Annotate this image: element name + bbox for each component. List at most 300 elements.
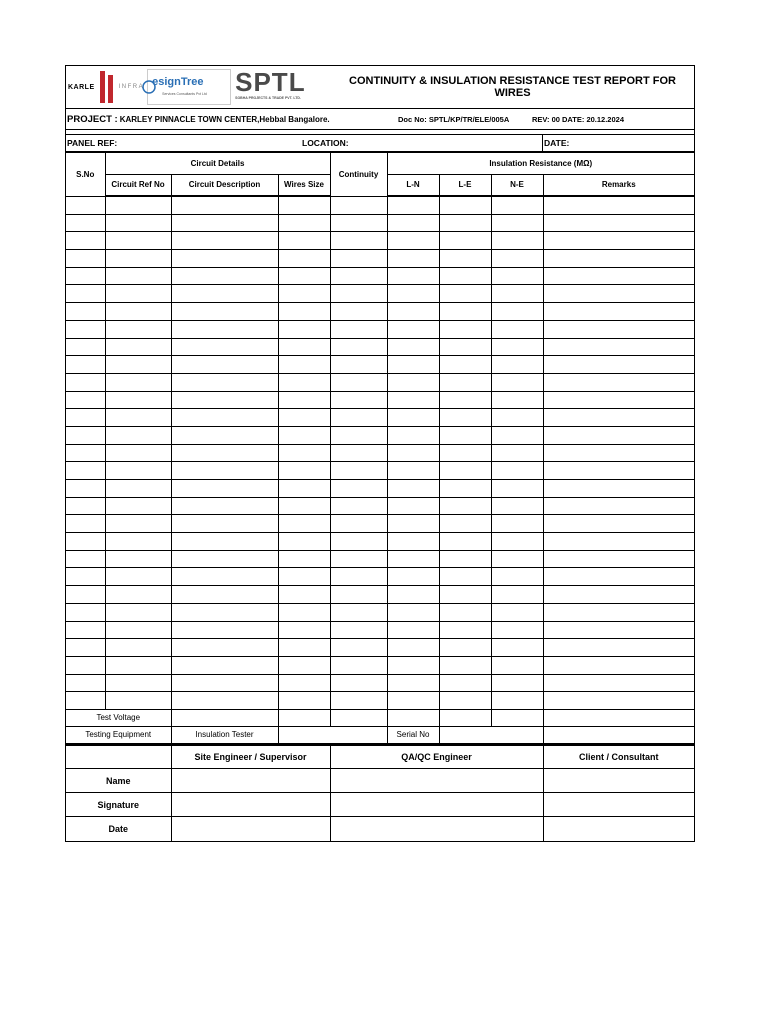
table-cell[interactable] xyxy=(66,480,105,498)
table-cell[interactable] xyxy=(387,373,439,391)
table-cell[interactable] xyxy=(387,656,439,674)
test-table xyxy=(66,153,694,744)
table-cell[interactable] xyxy=(543,674,694,692)
table-cell[interactable] xyxy=(543,285,694,303)
table-cell[interactable] xyxy=(439,285,491,303)
table-cell[interactable] xyxy=(491,621,543,639)
table-cell[interactable] xyxy=(439,462,491,480)
table-cell[interactable] xyxy=(330,550,387,568)
table-cell[interactable] xyxy=(491,444,543,462)
table-cell[interactable] xyxy=(171,426,278,444)
revision-date: REV: 00 DATE: 20.12.2024 xyxy=(532,114,624,124)
table-cell[interactable] xyxy=(439,196,491,214)
table-cell[interactable] xyxy=(66,621,105,639)
table-cell[interactable] xyxy=(171,232,278,250)
table-cell[interactable] xyxy=(439,568,491,586)
table-cell[interactable] xyxy=(171,533,278,551)
table-cell[interactable] xyxy=(387,692,439,710)
table-cell[interactable] xyxy=(66,356,105,374)
site-engineer-name-cell[interactable] xyxy=(171,769,330,793)
table-cell[interactable] xyxy=(491,426,543,444)
table-cell[interactable] xyxy=(439,426,491,444)
table-cell[interactable] xyxy=(543,533,694,551)
table-cell[interactable] xyxy=(66,586,105,604)
table-cell[interactable] xyxy=(439,586,491,604)
table-cell[interactable] xyxy=(387,586,439,604)
table-cell[interactable] xyxy=(387,391,439,409)
table-cell[interactable] xyxy=(278,196,330,214)
site-engineer-signature-cell[interactable] xyxy=(171,793,330,817)
table-cell[interactable] xyxy=(278,426,330,444)
table-cell[interactable] xyxy=(278,250,330,268)
table-cell[interactable] xyxy=(387,497,439,515)
table-cell[interactable] xyxy=(278,692,330,710)
table-cell[interactable] xyxy=(66,373,105,391)
table-cell[interactable] xyxy=(171,603,278,621)
table-cell[interactable] xyxy=(387,462,439,480)
table-cell[interactable] xyxy=(491,391,543,409)
test-voltage-cell[interactable] xyxy=(439,709,491,726)
table-cell[interactable] xyxy=(491,214,543,232)
table-cell[interactable] xyxy=(543,214,694,232)
table-cell[interactable] xyxy=(105,250,171,268)
table-cell[interactable] xyxy=(543,656,694,674)
table-cell[interactable] xyxy=(330,409,387,427)
table-cell[interactable] xyxy=(330,426,387,444)
table-cell[interactable] xyxy=(105,338,171,356)
table-cell[interactable] xyxy=(387,603,439,621)
table-cell[interactable] xyxy=(491,586,543,604)
table-cell[interactable] xyxy=(543,480,694,498)
test-voltage-label: Test Voltage xyxy=(66,709,171,726)
client-signature-cell[interactable] xyxy=(543,793,694,817)
table-cell[interactable] xyxy=(105,356,171,374)
table-cell[interactable] xyxy=(439,250,491,268)
table-cell[interactable] xyxy=(105,639,171,657)
client-name-cell[interactable] xyxy=(543,769,694,793)
table-cell[interactable] xyxy=(66,603,105,621)
table-cell[interactable] xyxy=(171,621,278,639)
table-cell[interactable] xyxy=(105,462,171,480)
table-cell[interactable] xyxy=(491,338,543,356)
panel-ref-label: PANEL REF: xyxy=(67,138,118,148)
table-cell[interactable] xyxy=(330,267,387,285)
table-cell[interactable] xyxy=(439,214,491,232)
table-cell[interactable] xyxy=(543,692,694,710)
table-cell[interactable] xyxy=(278,568,330,586)
table-cell[interactable] xyxy=(543,550,694,568)
table-cell[interactable] xyxy=(439,603,491,621)
table-cell[interactable] xyxy=(66,674,105,692)
table-cell[interactable] xyxy=(105,621,171,639)
table-cell[interactable] xyxy=(66,444,105,462)
table-row xyxy=(66,267,694,285)
table-cell[interactable] xyxy=(278,621,330,639)
table-cell[interactable] xyxy=(330,214,387,232)
table-cell[interactable] xyxy=(543,639,694,657)
table-cell[interactable] xyxy=(491,285,543,303)
table-cell[interactable] xyxy=(387,550,439,568)
table-cell[interactable] xyxy=(105,497,171,515)
table-cell[interactable] xyxy=(543,497,694,515)
table-cell[interactable] xyxy=(330,196,387,214)
table-cell[interactable] xyxy=(330,285,387,303)
table-cell[interactable] xyxy=(171,391,278,409)
table-cell[interactable] xyxy=(543,586,694,604)
table-cell[interactable] xyxy=(491,373,543,391)
table-cell[interactable] xyxy=(330,603,387,621)
table-cell[interactable] xyxy=(543,196,694,214)
table-cell[interactable] xyxy=(439,656,491,674)
table-cell[interactable] xyxy=(330,320,387,338)
table-cell[interactable] xyxy=(387,214,439,232)
table-cell[interactable] xyxy=(491,639,543,657)
table-cell[interactable] xyxy=(543,303,694,321)
table-cell[interactable] xyxy=(66,303,105,321)
table-cell[interactable] xyxy=(278,356,330,374)
table-cell[interactable] xyxy=(66,426,105,444)
table-cell[interactable] xyxy=(439,621,491,639)
table-cell[interactable] xyxy=(105,426,171,444)
table-cell[interactable] xyxy=(387,303,439,321)
table-cell[interactable] xyxy=(543,320,694,338)
table-cell[interactable] xyxy=(105,232,171,250)
table-cell[interactable] xyxy=(439,674,491,692)
table-row xyxy=(66,568,694,586)
test-voltage-cell[interactable] xyxy=(543,709,694,726)
table-cell[interactable] xyxy=(171,373,278,391)
table-cell[interactable] xyxy=(439,480,491,498)
qaqc-signature-cell[interactable] xyxy=(330,793,543,817)
table-cell[interactable] xyxy=(439,303,491,321)
table-cell[interactable] xyxy=(66,409,105,427)
table-cell[interactable] xyxy=(171,214,278,232)
table-cell[interactable] xyxy=(491,250,543,268)
header-circuit-details: Circuit Details xyxy=(105,153,330,174)
table-cell[interactable] xyxy=(543,391,694,409)
table-cell[interactable] xyxy=(491,232,543,250)
table-cell[interactable] xyxy=(439,320,491,338)
table-cell[interactable] xyxy=(387,480,439,498)
site-engineer-date-cell[interactable] xyxy=(171,817,330,841)
table-cell[interactable] xyxy=(439,356,491,374)
table-cell[interactable] xyxy=(66,639,105,657)
table-cell[interactable] xyxy=(330,232,387,250)
table-cell[interactable] xyxy=(491,656,543,674)
table-cell[interactable] xyxy=(330,621,387,639)
table-cell[interactable] xyxy=(439,550,491,568)
table-cell[interactable] xyxy=(387,320,439,338)
table-cell[interactable] xyxy=(66,320,105,338)
table-cell[interactable] xyxy=(543,356,694,374)
table-cell[interactable] xyxy=(387,674,439,692)
table-cell[interactable] xyxy=(66,692,105,710)
table-cell[interactable] xyxy=(278,338,330,356)
table-cell[interactable] xyxy=(105,196,171,214)
test-voltage-cell[interactable] xyxy=(171,709,278,726)
table-cell[interactable] xyxy=(387,409,439,427)
table-cell[interactable] xyxy=(439,639,491,657)
test-voltage-cell[interactable] xyxy=(491,709,543,726)
table-cell[interactable] xyxy=(66,285,105,303)
table-cell[interactable] xyxy=(439,497,491,515)
table-cell[interactable] xyxy=(66,232,105,250)
table-header-row-1 xyxy=(66,153,694,174)
table-cell[interactable] xyxy=(278,444,330,462)
table-cell[interactable] xyxy=(387,515,439,533)
table-cell[interactable] xyxy=(278,320,330,338)
table-cell[interactable] xyxy=(105,550,171,568)
table-cell[interactable] xyxy=(278,674,330,692)
table-cell[interactable] xyxy=(543,373,694,391)
table-row xyxy=(66,515,694,533)
table-cell[interactable] xyxy=(66,267,105,285)
table-cell[interactable] xyxy=(278,409,330,427)
table-cell[interactable] xyxy=(491,550,543,568)
table-cell[interactable] xyxy=(491,267,543,285)
table-cell[interactable] xyxy=(543,515,694,533)
table-cell[interactable] xyxy=(439,533,491,551)
report-title: CONTINUITY & INSULATION RESISTANCE TEST REPORT FOR WIRES xyxy=(349,75,676,99)
table-cell[interactable] xyxy=(171,692,278,710)
table-cell[interactable] xyxy=(105,214,171,232)
testing-equipment-row xyxy=(66,726,694,743)
qaqc-name-cell[interactable] xyxy=(330,769,543,793)
table-cell[interactable] xyxy=(171,303,278,321)
table-cell[interactable] xyxy=(171,497,278,515)
table-cell[interactable] xyxy=(387,250,439,268)
table-cell[interactable] xyxy=(439,338,491,356)
table-cell[interactable] xyxy=(105,603,171,621)
table-cell[interactable] xyxy=(387,196,439,214)
table-cell[interactable] xyxy=(330,480,387,498)
table-cell[interactable] xyxy=(387,639,439,657)
table-cell[interactable] xyxy=(278,639,330,657)
table-cell[interactable] xyxy=(105,391,171,409)
table-cell[interactable] xyxy=(171,444,278,462)
table-cell[interactable] xyxy=(278,462,330,480)
table-cell[interactable] xyxy=(278,373,330,391)
test-voltage-cell[interactable] xyxy=(278,709,330,726)
table-cell[interactable] xyxy=(66,250,105,268)
equipment-remarks-cell[interactable] xyxy=(543,726,694,743)
table-cell[interactable] xyxy=(278,303,330,321)
table-cell[interactable] xyxy=(171,639,278,657)
table-cell[interactable] xyxy=(171,674,278,692)
table-cell[interactable] xyxy=(66,338,105,356)
table-cell[interactable] xyxy=(105,267,171,285)
table-cell[interactable] xyxy=(171,338,278,356)
table-cell[interactable] xyxy=(491,196,543,214)
table-row xyxy=(66,692,694,710)
table-cell[interactable] xyxy=(105,692,171,710)
table-cell[interactable] xyxy=(171,586,278,604)
table-cell[interactable] xyxy=(105,444,171,462)
table-cell[interactable] xyxy=(439,444,491,462)
table-cell[interactable] xyxy=(543,250,694,268)
table-cell[interactable] xyxy=(105,674,171,692)
table-cell[interactable] xyxy=(66,550,105,568)
table-cell[interactable] xyxy=(491,303,543,321)
serial-no-value-cell[interactable] xyxy=(439,726,543,743)
table-cell[interactable] xyxy=(278,285,330,303)
table-cell[interactable] xyxy=(543,603,694,621)
table-cell[interactable] xyxy=(387,285,439,303)
table-cell[interactable] xyxy=(543,409,694,427)
table-cell[interactable] xyxy=(330,586,387,604)
table-cell[interactable] xyxy=(330,338,387,356)
table-cell[interactable] xyxy=(330,568,387,586)
table-cell[interactable] xyxy=(105,409,171,427)
table-cell[interactable] xyxy=(543,338,694,356)
qaqc-date-cell[interactable] xyxy=(330,817,543,841)
table-cell[interactable] xyxy=(278,391,330,409)
table-cell[interactable] xyxy=(66,391,105,409)
table-cell[interactable] xyxy=(278,656,330,674)
table-cell[interactable] xyxy=(171,656,278,674)
table-cell[interactable] xyxy=(66,656,105,674)
table-cell[interactable] xyxy=(387,338,439,356)
equipment-value-cell[interactable] xyxy=(278,726,387,743)
table-cell[interactable] xyxy=(330,462,387,480)
table-cell[interactable] xyxy=(171,462,278,480)
designtree-logo xyxy=(147,69,231,105)
table-cell[interactable] xyxy=(171,356,278,374)
table-cell[interactable] xyxy=(491,692,543,710)
table-cell[interactable] xyxy=(171,196,278,214)
designtree-name: esignTree xyxy=(152,76,204,88)
table-cell[interactable] xyxy=(491,515,543,533)
table-cell[interactable] xyxy=(543,267,694,285)
table-cell[interactable] xyxy=(66,515,105,533)
client-date-cell[interactable] xyxy=(543,817,694,841)
table-cell[interactable] xyxy=(387,267,439,285)
table-cell[interactable] xyxy=(439,515,491,533)
table-cell[interactable] xyxy=(105,373,171,391)
test-voltage-cell[interactable] xyxy=(330,709,387,726)
insulation-tester-label: Insulation Tester xyxy=(171,726,278,743)
table-cell[interactable] xyxy=(105,285,171,303)
table-cell[interactable] xyxy=(278,603,330,621)
table-cell[interactable] xyxy=(66,196,105,214)
table-cell[interactable] xyxy=(491,480,543,498)
table-cell[interactable] xyxy=(330,692,387,710)
table-cell[interactable] xyxy=(543,426,694,444)
table-cell[interactable] xyxy=(105,303,171,321)
table-cell[interactable] xyxy=(387,356,439,374)
table-cell[interactable] xyxy=(330,533,387,551)
table-cell[interactable] xyxy=(278,533,330,551)
table-cell[interactable] xyxy=(278,267,330,285)
table-cell[interactable] xyxy=(491,320,543,338)
table-cell[interactable] xyxy=(491,356,543,374)
table-cell[interactable] xyxy=(105,656,171,674)
table-cell[interactable] xyxy=(330,373,387,391)
table-cell[interactable] xyxy=(491,603,543,621)
table-cell[interactable] xyxy=(66,533,105,551)
table-cell[interactable] xyxy=(387,621,439,639)
project-label: PROJECT : xyxy=(67,113,118,125)
table-cell[interactable] xyxy=(171,515,278,533)
table-cell[interactable] xyxy=(543,444,694,462)
table-cell[interactable] xyxy=(387,533,439,551)
table-cell[interactable] xyxy=(66,462,105,480)
table-cell[interactable] xyxy=(105,533,171,551)
table-cell[interactable] xyxy=(66,214,105,232)
table-cell[interactable] xyxy=(491,533,543,551)
table-cell[interactable] xyxy=(387,426,439,444)
table-cell[interactable] xyxy=(105,568,171,586)
table-cell[interactable] xyxy=(330,515,387,533)
table-cell[interactable] xyxy=(387,444,439,462)
table-cell[interactable] xyxy=(105,480,171,498)
table-cell[interactable] xyxy=(278,214,330,232)
table-cell[interactable] xyxy=(105,320,171,338)
table-cell[interactable] xyxy=(171,480,278,498)
table-cell[interactable] xyxy=(330,444,387,462)
table-cell[interactable] xyxy=(171,267,278,285)
table-cell[interactable] xyxy=(278,586,330,604)
table-cell[interactable] xyxy=(330,674,387,692)
table-cell[interactable] xyxy=(278,497,330,515)
table-cell[interactable] xyxy=(387,568,439,586)
table-cell[interactable] xyxy=(439,373,491,391)
table-cell[interactable] xyxy=(278,550,330,568)
table-row xyxy=(66,409,694,427)
table-cell[interactable] xyxy=(278,515,330,533)
table-cell[interactable] xyxy=(330,303,387,321)
table-cell[interactable] xyxy=(105,586,171,604)
table-cell[interactable] xyxy=(439,232,491,250)
table-cell[interactable] xyxy=(491,409,543,427)
table-cell[interactable] xyxy=(171,320,278,338)
table-cell[interactable] xyxy=(387,232,439,250)
table-cell[interactable] xyxy=(105,515,171,533)
table-cell[interactable] xyxy=(543,232,694,250)
table-cell[interactable] xyxy=(171,568,278,586)
table-cell[interactable] xyxy=(439,267,491,285)
table-cell[interactable] xyxy=(171,250,278,268)
table-cell[interactable] xyxy=(491,568,543,586)
table-body xyxy=(66,196,694,709)
table-cell[interactable] xyxy=(491,497,543,515)
table-cell[interactable] xyxy=(330,250,387,268)
test-voltage-cell[interactable] xyxy=(387,709,439,726)
table-cell[interactable] xyxy=(330,639,387,657)
table-cell[interactable] xyxy=(543,621,694,639)
table-cell[interactable] xyxy=(66,568,105,586)
table-cell[interactable] xyxy=(171,550,278,568)
table-cell[interactable] xyxy=(439,692,491,710)
table-cell[interactable] xyxy=(543,568,694,586)
table-cell[interactable] xyxy=(439,391,491,409)
table-cell[interactable] xyxy=(171,285,278,303)
test-voltage-row xyxy=(66,709,694,726)
table-cell[interactable] xyxy=(278,480,330,498)
table-cell[interactable] xyxy=(330,391,387,409)
table-cell[interactable] xyxy=(330,656,387,674)
table-cell[interactable] xyxy=(66,497,105,515)
table-cell[interactable] xyxy=(330,497,387,515)
table-cell[interactable] xyxy=(543,462,694,480)
table-row xyxy=(66,303,694,321)
table-cell[interactable] xyxy=(171,409,278,427)
table-cell[interactable] xyxy=(278,232,330,250)
table-cell[interactable] xyxy=(491,674,543,692)
table-cell[interactable] xyxy=(491,462,543,480)
table-cell[interactable] xyxy=(330,356,387,374)
table-cell[interactable] xyxy=(439,409,491,427)
